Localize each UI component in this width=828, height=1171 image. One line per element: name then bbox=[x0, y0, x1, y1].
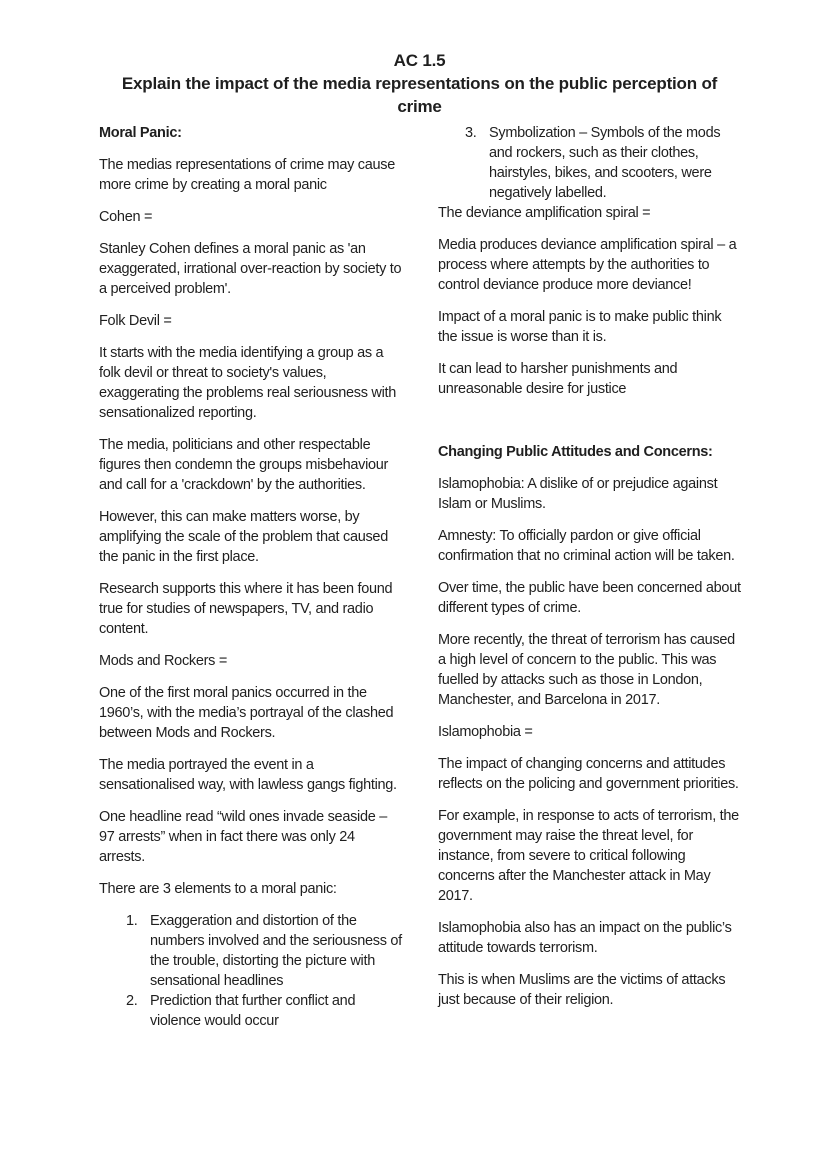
paragraph: Islamophobia = bbox=[438, 724, 533, 740]
list-item-text: Exaggeration and distortion of the numbers involved and the seriousness of the trouble, distorting the picture with sensational headlines bbox=[150, 913, 402, 989]
paragraph: Stanley Cohen defines a moral panic as 'an exaggerated, irrational over-reaction by society to a perceived problem'. bbox=[99, 241, 402, 297]
two-column-layout bbox=[99, 123, 740, 1031]
paragraph: The medias representations of crime may cause more crime by creating a moral panic bbox=[99, 157, 395, 193]
numbered-list-item bbox=[438, 123, 743, 203]
paragraph: More recently, the threat of terrorism has caused a high level of concern to the public. This was fuelled by attacks such as those in London, Manchester, and Barcelona in 2017. bbox=[438, 632, 735, 708]
paragraph: Cohen = bbox=[99, 209, 153, 225]
paragraph: Mods and Rockers = bbox=[99, 653, 227, 669]
list-item-text: Symbolization – Symbols of the mods and rockers, such as their clothes, hairstyles, bikes, and scooters, were negatively labelled. bbox=[489, 125, 721, 201]
paragraph: For example, in response to acts of terrorism, the government may raise the threat level, for instance, from severe to critical following concerns after the Manchester attack in May 2017. bbox=[438, 808, 739, 904]
paragraph: One of the first moral panics occurred in the 1960’s, with the media’s portrayal of the clashed between Mods and Rockers. bbox=[99, 685, 394, 741]
page-content bbox=[99, 49, 740, 1031]
paragraph: However, this can make matters worse, by amplifying the scale of the problem that caused the panic in the first place. bbox=[99, 509, 388, 565]
numbered-list-item bbox=[99, 911, 404, 991]
title-line: crime bbox=[397, 97, 442, 116]
paragraph: Islamophobia also has an impact on the public’s attitude towards terrorism. bbox=[438, 920, 732, 956]
paragraph: Over time, the public have been concerned about different types of crime. bbox=[438, 580, 741, 616]
left-column bbox=[99, 123, 404, 1031]
paragraph: The media, politicians and other respectable figures then condemn the groups misbehaviour and call for a 'crackdown' by the authorities. bbox=[99, 437, 389, 493]
right-column bbox=[438, 123, 743, 1031]
paragraph: There are 3 elements to a moral panic: bbox=[99, 881, 337, 897]
paragraph: It can lead to harsher punishments and unreasonable desire for justice bbox=[438, 361, 678, 397]
paragraph: This is when Muslims are the victims of attacks just because of their religion. bbox=[438, 972, 726, 1008]
paragraph: Islamophobia: A dislike of or prejudice against Islam or Muslims. bbox=[438, 476, 718, 512]
paragraph: The deviance amplification spiral = bbox=[438, 205, 651, 221]
numbered-list-item bbox=[99, 991, 404, 1031]
paragraph: Research supports this where it has been found true for studies of newspapers, TV, and radio content. bbox=[99, 581, 393, 637]
paragraph: Impact of a moral panic is to make public think the issue is worse than it is. bbox=[438, 309, 722, 345]
list-item-number: 2. bbox=[126, 993, 138, 1009]
section-heading: Moral Panic: bbox=[99, 125, 182, 141]
list-item-text: Prediction that further conflict and violence would occur bbox=[150, 993, 356, 1029]
section-heading: Changing Public Attitudes and Concerns: bbox=[438, 444, 713, 460]
paragraph: Media produces deviance amplification spiral – a process where attempts by the authorities to control deviance produce more deviance! bbox=[438, 237, 737, 293]
list-item-number: 3. bbox=[465, 125, 477, 141]
title-line: Explain the impact of the media representations on the public perception of bbox=[121, 74, 718, 93]
paragraph: Amnesty: To officially pardon or give official confirmation that no criminal action will be taken. bbox=[438, 528, 735, 564]
paragraph: The media portrayed the event in a sensationalised way, with lawless gangs fighting. bbox=[99, 757, 397, 793]
document-title bbox=[99, 49, 740, 118]
paragraph: It starts with the media identifying a group as a folk devil or threat to society's values, exaggerating the problems real seriousness with sensationalized reporting. bbox=[99, 345, 397, 421]
paragraph: One headline read “wild ones invade seaside – 97 arrests” when in fact there was only 24 arrests. bbox=[99, 809, 387, 865]
paragraph: Folk Devil = bbox=[99, 313, 172, 329]
list-item-number: 1. bbox=[126, 913, 138, 929]
paragraph: The impact of changing concerns and attitudes reflects on the policing and government priorities. bbox=[438, 756, 739, 792]
title-line: AC 1.5 bbox=[393, 51, 446, 70]
paragraph-spacer bbox=[438, 411, 743, 442]
